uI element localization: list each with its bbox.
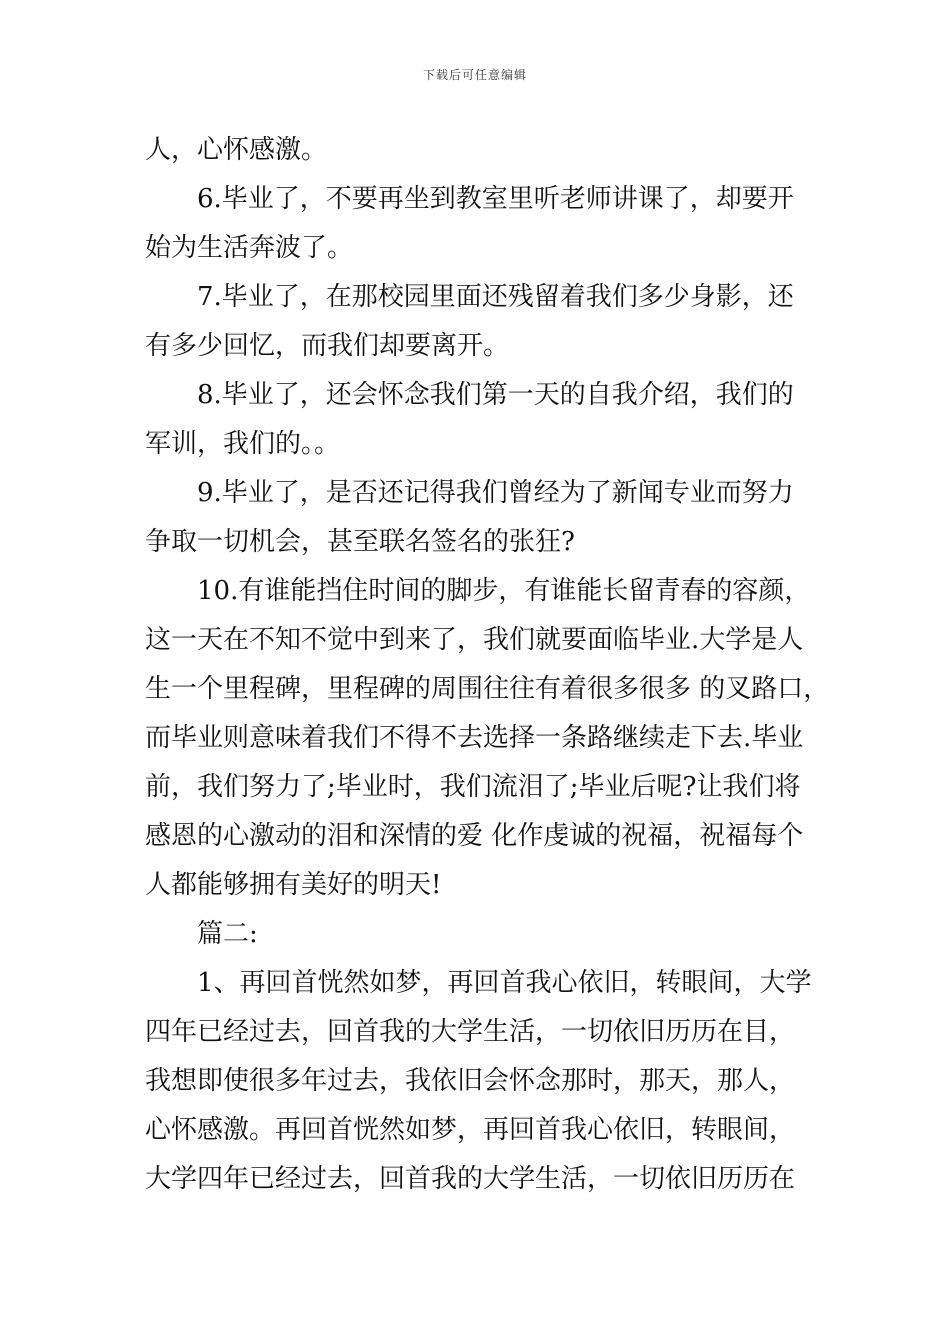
- text-line: 四年已经过去，回首我的大学生活，一切依旧历历在目，: [145, 1017, 796, 1047]
- section-heading: 篇二:: [197, 919, 258, 949]
- text-line: 这一天在不知不觉中到来了，我们就要面临毕业.大学是人: [145, 625, 804, 655]
- text-line: 心怀感激。再回首恍然如梦，再回首我心依旧，转眼间，: [145, 1115, 796, 1145]
- text-line: 生一个里程碑，里程碑的周围往往有着很多很多 的叉路口，: [145, 674, 830, 704]
- paragraph-start-8: 8.毕业了，还会怀念我们第一天的自我介绍，我们的: [197, 380, 794, 410]
- header-note: 下载后可任意编辑: [422, 68, 527, 82]
- text-line: 有多少回忆，而我们却要离开。: [145, 331, 510, 361]
- text-line: 我想即使很多年过去，我依旧会怀念那时，那天，那人，: [145, 1066, 796, 1096]
- paragraph-start-7: 7.毕业了，在那校园里面还残留着我们多少身影，还: [197, 282, 794, 312]
- text-line: 军训，我们的。。: [145, 429, 341, 459]
- text-line: 前，我们努力了;毕业时，我们流泪了;毕业后呢?让我们将: [145, 772, 801, 802]
- text-line: 感恩的心激动的泪和深情的爱 化作虔诚的祝福，祝福每个: [145, 821, 804, 851]
- paragraph-start-10: 10.有谁能挡住时间的脚步，有谁能长留青春的容颜，: [197, 576, 811, 606]
- text-line: 人都能够拥有美好的明天!: [145, 870, 442, 900]
- paragraph-start-9: 9.毕业了，是否还记得我们曾经为了新闻专业而努力: [197, 478, 794, 508]
- text-line: 争取一切机会，甚至联名签名的张狂?: [145, 527, 575, 557]
- text-line: 大学四年已经过去，回首我的大学生活，一切依旧历历在: [145, 1164, 796, 1194]
- text-line: 人，心怀感激。: [145, 135, 328, 165]
- text-line: 而毕业则意味着我们不得不去选择一条路继续走下去.毕业: [145, 723, 804, 753]
- paragraph-start-6: 6.毕业了，不要再坐到教室里听老师讲课了，却要开: [197, 184, 794, 214]
- paragraph-start-1: 1、再回首恍然如梦，再回首我心依旧，转眼间，大学: [197, 968, 812, 998]
- text-line: 始为生活奔波了。: [145, 233, 354, 263]
- document-body: [145, 126, 830, 1204]
